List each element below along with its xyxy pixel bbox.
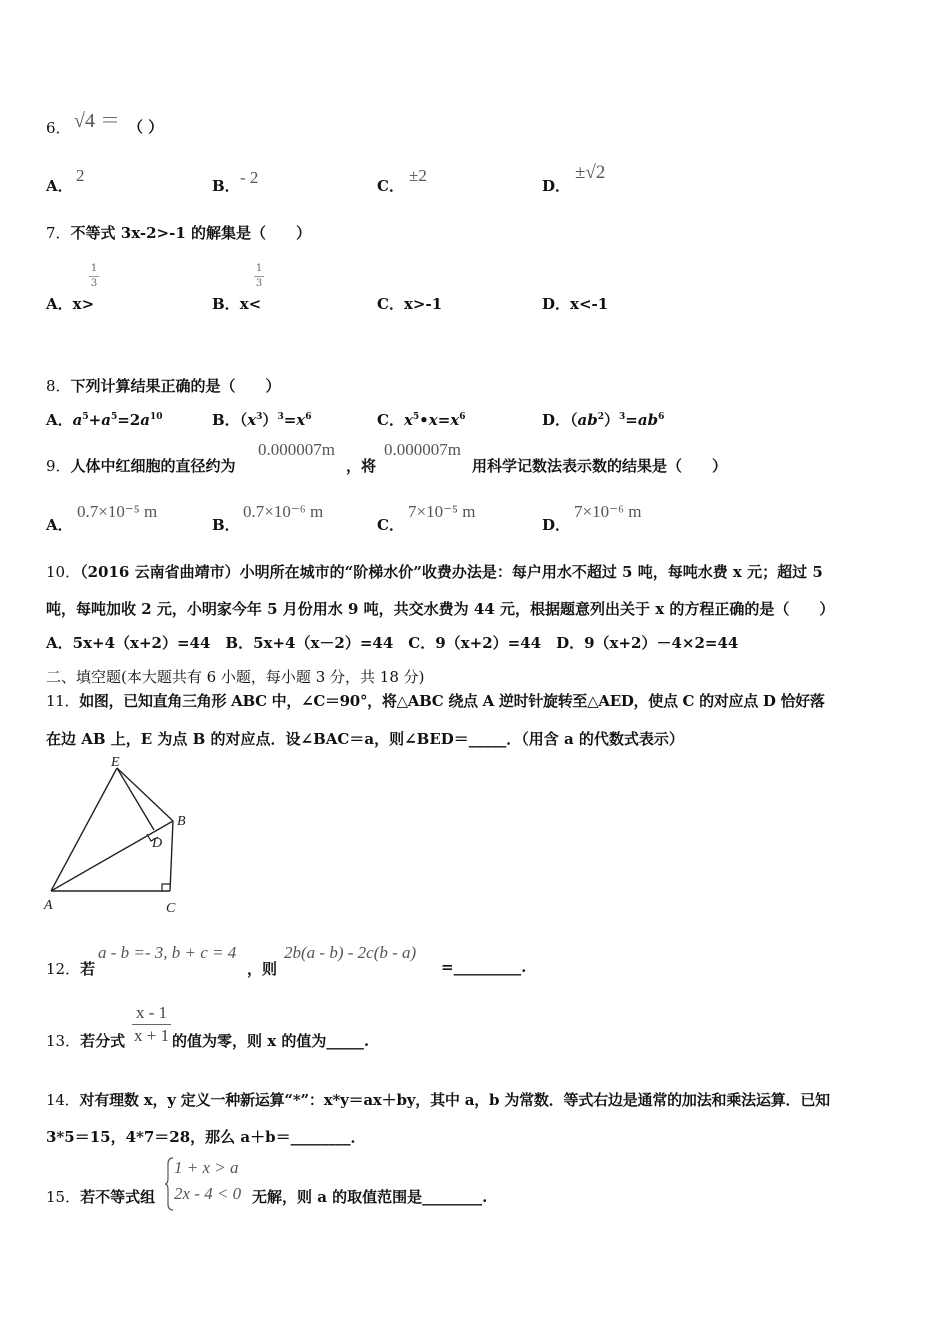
q15-line — [46, 1186, 155, 1207]
q7-option-b-label: B． — [212, 295, 240, 313]
q13-denominator: x + 1 — [134, 1026, 170, 1045]
q7-option-b-fraction — [254, 262, 264, 291]
q6-option-d-label: D． — [542, 177, 571, 195]
q8-option-d — [542, 409, 664, 430]
q9-option-c-value: 7×10⁻⁵ m — [408, 502, 476, 521]
q7-option-a-numerator: 1 — [90, 263, 98, 274]
q9-option-c-label: C． — [377, 516, 404, 534]
q12-expr-1: a - b =- 3, b + c = 4 — [98, 943, 237, 962]
q8-option-c-label: C． — [377, 411, 404, 429]
q8-option-a-value: $a^5+a^5=2a^{10}$ — [72, 411, 163, 429]
q9-line-a — [46, 455, 236, 476]
q12-text-b: ，则 — [247, 960, 278, 978]
q7-option-c-label: C． — [377, 295, 404, 313]
q10-text-2: 吨，每吨加收 2 元，小明家今年 5 月份用水 9 吨，共交水费为 44 元，根据题意列出关于 x 的方程正确的是（ ） — [46, 600, 835, 618]
q9-text-c: 用科学记数法表示数的结果是（ ） — [472, 457, 728, 475]
q7-option-b-denominator: 3 — [255, 278, 263, 289]
q12-text-c: =_________. — [441, 958, 527, 976]
q13-text-b: 的值为零，则 x 的值为_____. — [172, 1032, 370, 1050]
q9-value-1: 0.000007m — [258, 440, 335, 459]
q7-option-b-value: x< — [239, 295, 262, 313]
q8-option-c — [377, 409, 466, 430]
q6-expr: √4 ＝ — [74, 110, 120, 132]
q9-value-2: 0.000007m — [384, 440, 461, 459]
q9-option-d-label: D． — [542, 516, 571, 534]
label-c: C — [166, 901, 176, 916]
q14-number: 14． — [46, 1091, 80, 1109]
q6-paren: （ ） — [128, 118, 164, 136]
q7-option-a-fraction — [89, 262, 99, 291]
q7-option-c — [377, 293, 442, 314]
right-angle-c — [162, 884, 170, 891]
label-a: A — [44, 898, 53, 913]
q7-option-a-label: A． — [46, 295, 73, 313]
q7-option-b — [212, 293, 261, 314]
q12-expr-2: 2b(a - b) - 2c(b - a) — [284, 943, 417, 962]
q6-option-d-value: ±√2 — [575, 162, 606, 183]
q8-option-d-value: $(ab^2)^3=ab^6$ — [570, 411, 665, 429]
q9-option-a-value: 0.7×10⁻⁵ m — [77, 502, 158, 521]
q9-option-a-label: A． — [46, 516, 73, 534]
q15-inequality-2: 2x - 4 < 0 — [174, 1184, 242, 1203]
q8-option-b-label: B． — [212, 411, 240, 429]
q6-option-a-label: A． — [46, 177, 73, 195]
q7-text: 不等式 3x-2>-1 的解集是（ ） — [70, 224, 312, 242]
q13-fraction-body — [132, 1002, 171, 1047]
q7-option-a-value: x> — [72, 295, 95, 313]
q8-line — [46, 375, 281, 396]
q7-option-a — [46, 293, 94, 314]
q14-text-1: 对有理数 x，y 定义一种新运算“*”：x*y＝ax＋by，其中 a，b 为常数．等式右边是通常的加法和乘法运算．已知 — [79, 1091, 830, 1109]
q6-number: 6． — [46, 119, 71, 137]
q7-option-d-label: D． — [542, 295, 571, 313]
q9-number: 9． — [46, 457, 71, 475]
q8-text: 下列计算结果正确的是（ ） — [70, 377, 281, 395]
q9-text-b: ，将 — [346, 457, 377, 475]
q15-inequality-1: 1 + x > a — [174, 1158, 239, 1177]
triangle-figure — [40, 750, 200, 920]
q9-text-a: 人体中红细胞的直径约为 — [70, 457, 236, 475]
label-b: B — [177, 814, 186, 829]
q10-number: 10． — [46, 563, 81, 581]
q6-option-b-value: - 2 — [240, 168, 259, 187]
q11-text-2: 在边 AB 上，E 为点 B 的对应点．设∠BAC＝a，则∠BED＝_____．（用含 a 的代数式表示） — [46, 730, 684, 748]
q15-number: 15． — [46, 1188, 81, 1206]
q11-text-1: 如图，已知直角三角形 ABC 中，∠C＝90°，将△ABC 绕点 A 逆时针旋转至△AED，使点 C 的对应点 D 恰好落 — [79, 692, 825, 710]
q7-option-d — [542, 293, 608, 314]
q10-line-1 — [46, 561, 823, 582]
brace-icon — [164, 1156, 174, 1212]
q13-fraction — [132, 1002, 171, 1047]
q7-option-b-numerator: 1 — [255, 263, 263, 274]
label-e: E — [111, 755, 120, 770]
edge-bc — [170, 821, 173, 891]
q15-text-a: 若不等式组 — [80, 1188, 156, 1206]
q10-text-1: （2016 云南省曲靖市）小明所在城市的“阶梯水价”收费办法是：每户用水不超过 5 吨，每吨水费 x 元；超过 5 — [80, 563, 823, 581]
q11-number: 11． — [46, 692, 80, 710]
q8-option-a-label: A． — [46, 411, 73, 429]
q7-number: 7． — [46, 224, 71, 242]
q9-option-b-label: B． — [212, 516, 240, 534]
q12-number: 12． — [46, 960, 81, 978]
q14-text-2: 3*5＝15，4*7＝28，那么 a＋b＝________． — [46, 1128, 366, 1146]
section-heading: 二、填空题(本大题共有 6 小题，每小题 3 分，共 18 分) — [46, 668, 425, 686]
label-d: D — [152, 836, 163, 851]
edge-ed — [117, 768, 154, 830]
q13-line — [46, 1030, 125, 1051]
q14-line-1 — [46, 1089, 830, 1110]
q13-text-a: 若分式 — [80, 1032, 126, 1050]
q7-line — [46, 222, 311, 243]
q8-number: 8． — [46, 377, 71, 395]
q15-text-b: 无解，则 a 的取值范围是________. — [252, 1188, 488, 1206]
q13-numerator: x - 1 — [132, 1002, 171, 1025]
q10-options: A．5x+4（x+2）=44 B．5x+4（x－2）=44 C．9（x+2）=44 D．9（x+2）－4×2=44 — [46, 634, 739, 652]
q6-option-c-value: ±2 — [409, 166, 427, 185]
edge-eb — [117, 768, 173, 821]
q8-option-a — [46, 409, 163, 430]
q9-option-d-value: 7×10⁻⁶ m — [574, 502, 642, 521]
q6-option-b-label: B． — [212, 177, 240, 195]
q12-line — [46, 958, 95, 979]
q7-option-c-value: x>-1 — [403, 295, 443, 313]
q6-option-c-label: C． — [377, 177, 404, 195]
q7-option-a-denominator: 3 — [90, 278, 98, 289]
q8-option-c-value: $x^5•x=x^6$ — [403, 411, 466, 429]
q9-option-b-value: 0.7×10⁻⁶ m — [243, 502, 324, 521]
q8-option-b — [212, 409, 312, 430]
q8-option-d-label: D． — [542, 411, 571, 429]
q12-text-a: 若 — [80, 960, 96, 978]
q11-line-1 — [46, 690, 825, 711]
q7-option-d-value: x<-1 — [570, 295, 609, 313]
q13-number: 13． — [46, 1032, 81, 1050]
q8-option-b-value: $(x^3)^3=x^6$ — [239, 411, 312, 429]
q6-option-a-value: 2 — [76, 166, 85, 185]
q6-line — [46, 117, 71, 138]
